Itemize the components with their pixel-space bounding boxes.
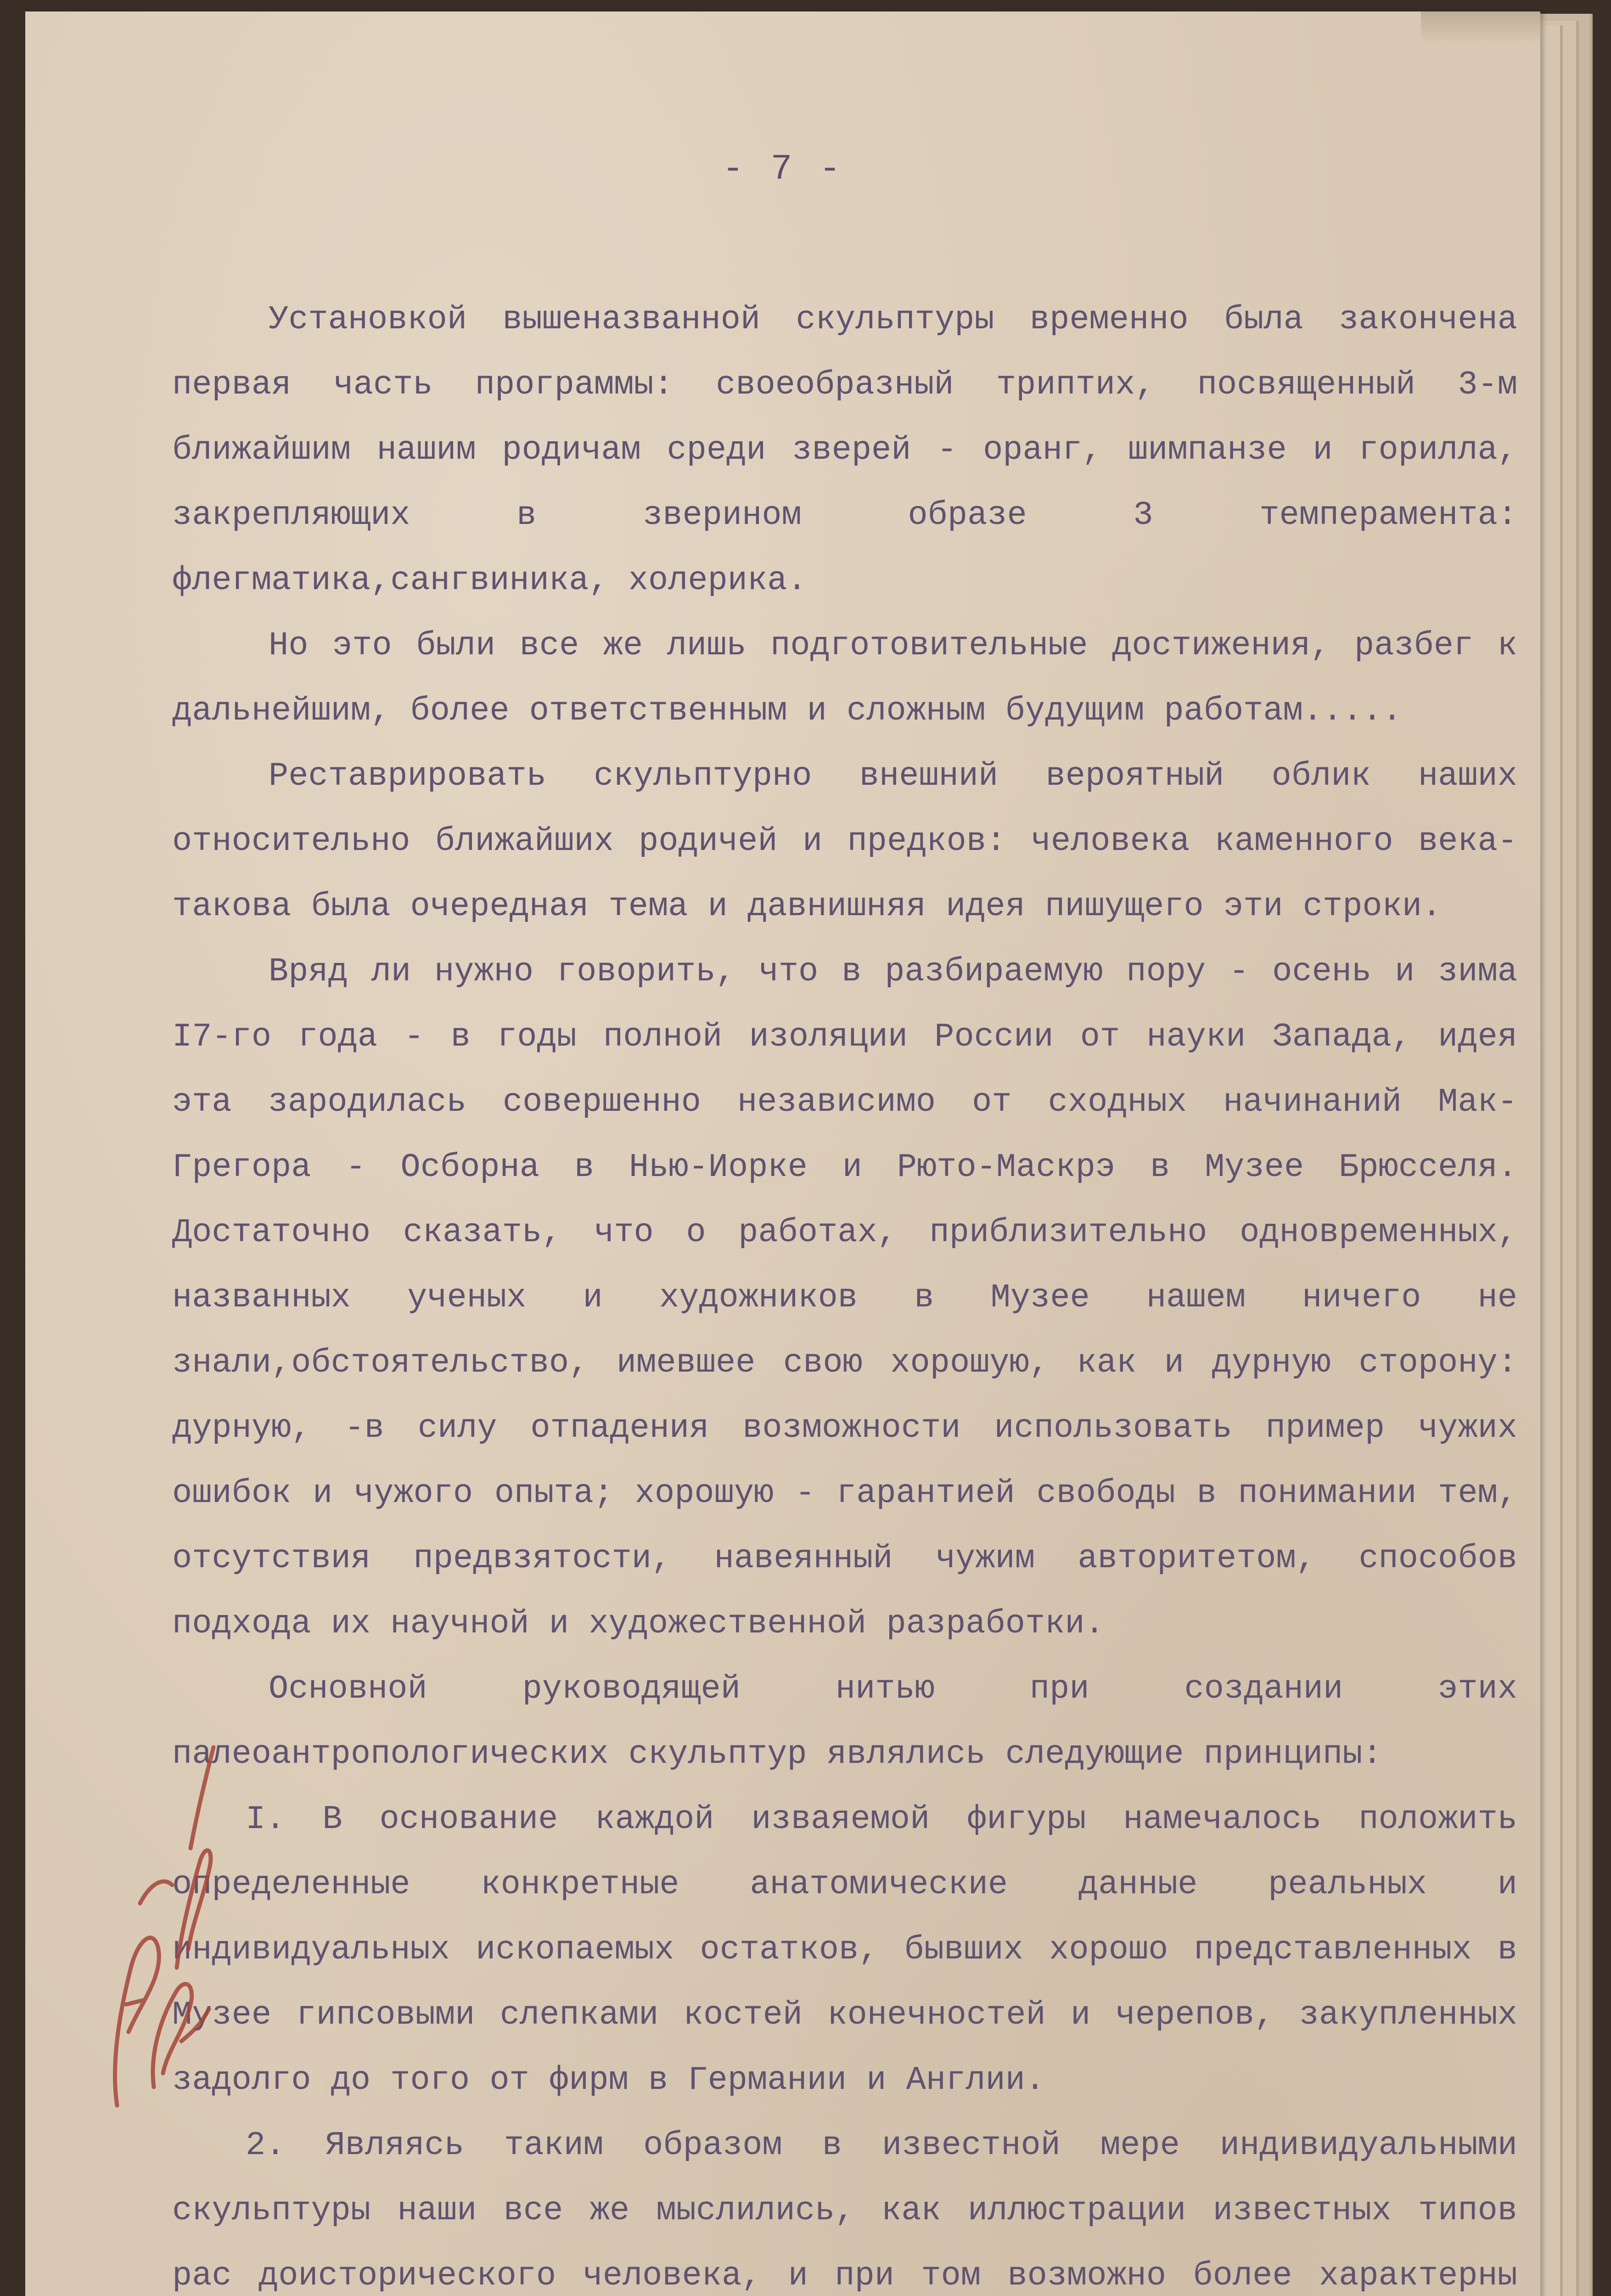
paragraph: Основной руководящей нитью при создании этих палеоантропологических скульптур являлись следующие принципы: <box>172 1670 1517 1773</box>
paper-fold <box>1421 11 1540 44</box>
page-number: - 7 - <box>722 149 844 190</box>
typed-text-body <box>172 287 1517 2296</box>
document-page <box>25 11 1540 2296</box>
principle-item: 2. Являясь таким образом в известной мере индивидуальными скульптуры наши все же мыслились, как иллюстрации известных типов рас доисторического человека, и при том возможно более характерны <box>172 2127 1517 2295</box>
handwritten-margin-note <box>85 1711 232 2124</box>
paragraph: Вряд ли нужно говорить, что в разбираемую пору - осень и зима I7-го года - в годы полной изоляции России от науки Запада, идея эта зародилась совершенно независимо от сходных начинаний Мак-Грегора - Осборна в Нью-Иорке и Рюто-Маскрэ в Музее Брюсселя. Достаточно сказать, что о работах, приблизительно одновременных, названных ученых и художников в Музее нашем ничего не знали,обстоятельство, имевшее свою хорошую, как и дурную сторону: дурную, -в силу отпадения возможности использовать пример чужих ошибок и чужого опыта; хорошую - гарантией свободы в понимании тем, отсутствия предвзятости, навеянный чужим авторитетом, способов подхода их научной и художественной разработки. <box>172 953 1517 1643</box>
principle-item: I. В основание каждой изваяемой фигуры намечалось положить определенные конкретные анатомические данные реальных и индивидуальных ископаемых остатков, бывших хорошо представленных в Музее гипсовыми слепками костей конечностей и черепов, закупленных задолго до того от фирм в Германии и Англии. <box>172 1801 1517 2099</box>
paragraph: Реставрировать скульптурно внешний вероятный облик наших относительно ближайших родичей и предков: человека каменного века-такова была очередная тема и давнишняя идея пишущего эти строки. <box>172 757 1517 925</box>
paragraph: Установкой вышеназванной скульптуры временно была закончена первая часть программы: своеобразный триптих, посвященный 3-м ближайшим нашим родичам среди зверей - оранг, шимпанзе и горилла, закрепляющих в зверином образе 3 темперамента: флегматика,сангвиника, холерика. <box>172 301 1517 599</box>
paragraph: Но это были все же лишь подготовительные достижения, разбег к дальнейшим, более ответственным и сложным будущим работам..... <box>172 627 1517 730</box>
